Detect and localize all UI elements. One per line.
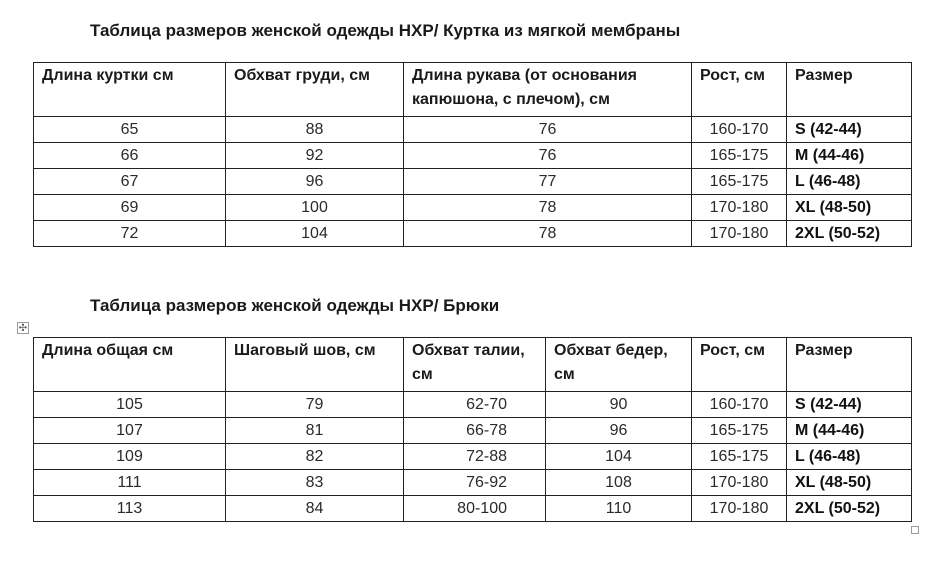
cell-height: 170-180: [692, 195, 787, 221]
cell-inseam: 79: [226, 392, 404, 418]
cell-inseam: 81: [226, 418, 404, 444]
header-hips: Обхват бедер, см: [546, 338, 692, 392]
pants-table-title: Таблица размеров женской одежды НХР/ Брюки: [90, 296, 500, 315]
cell-chest: 100: [226, 195, 404, 221]
jacket-table-title: Таблица размеров женской одежды НХР/ Куртка из мягкой мембраны: [90, 21, 681, 40]
table-row: [34, 418, 912, 444]
cell-waist: 66-78: [404, 418, 546, 444]
cell-height: 170-180: [692, 221, 787, 247]
table-row: [34, 221, 912, 247]
cell-sleeve-length: 76: [404, 117, 692, 143]
cell-sleeve-length: 76: [404, 143, 692, 169]
table-row: [34, 143, 912, 169]
cell-height: 170-180: [692, 496, 787, 522]
cell-jacket-length: 67: [34, 169, 226, 195]
cell-height: 165-175: [692, 169, 787, 195]
cell-height: 165-175: [692, 143, 787, 169]
table-row: [34, 496, 912, 522]
cell-size: S (42-44): [787, 117, 912, 143]
cell-height: 165-175: [692, 444, 787, 470]
header-size: Размер: [787, 338, 912, 392]
table-row: [34, 470, 912, 496]
cell-hips: 90: [546, 392, 692, 418]
cell-sleeve-length: 78: [404, 221, 692, 247]
table-row: [34, 117, 912, 143]
table-row: [34, 169, 912, 195]
header-size: Размер: [787, 63, 912, 117]
header-chest: Обхват груди, см: [226, 63, 404, 117]
cell-inseam: 83: [226, 470, 404, 496]
cell-total-length: 113: [34, 496, 226, 522]
cell-height: 160-170: [692, 117, 787, 143]
header-waist: Обхват талии, см: [404, 338, 546, 392]
table-row: [34, 444, 912, 470]
cell-height: 165-175: [692, 418, 787, 444]
cell-chest: 96: [226, 169, 404, 195]
cell-total-length: 109: [34, 444, 226, 470]
cell-chest: 104: [226, 221, 404, 247]
cell-sleeve-length: 77: [404, 169, 692, 195]
cell-waist: 72-88: [404, 444, 546, 470]
header-height: Рост, см: [692, 63, 787, 117]
cell-total-length: 111: [34, 470, 226, 496]
cell-waist: 80-100: [404, 496, 546, 522]
cell-chest: 88: [226, 117, 404, 143]
header-inseam: Шаговый шов, см: [226, 338, 404, 392]
table-header-row: [34, 338, 912, 392]
table-row: [34, 392, 912, 418]
header-sleeve-length: Длина рукава (от основания капюшона, с плечом), см: [404, 63, 692, 117]
cell-inseam: 82: [226, 444, 404, 470]
cell-hips: 108: [546, 470, 692, 496]
table-header-row: [34, 63, 912, 117]
pants-size-table: [33, 337, 912, 522]
cell-jacket-length: 72: [34, 221, 226, 247]
move-icon[interactable]: ✣: [18, 323, 28, 334]
cell-height: 170-180: [692, 470, 787, 496]
header-total-length: Длина общая см: [34, 338, 226, 392]
cell-size: M (44-46): [787, 418, 912, 444]
resize-handle-icon[interactable]: [911, 526, 919, 534]
cell-jacket-length: 69: [34, 195, 226, 221]
cell-size: L (46-48): [787, 169, 912, 195]
cell-inseam: 84: [226, 496, 404, 522]
jacket-size-table: [33, 62, 912, 247]
table-row: [34, 195, 912, 221]
cell-size: 2XL (50-52): [787, 221, 912, 247]
cell-size: L (46-48): [787, 444, 912, 470]
cell-size: XL (48-50): [787, 470, 912, 496]
cell-hips: 104: [546, 444, 692, 470]
cell-hips: 110: [546, 496, 692, 522]
cell-size: S (42-44): [787, 392, 912, 418]
cell-size: M (44-46): [787, 143, 912, 169]
cell-chest: 92: [226, 143, 404, 169]
cell-sleeve-length: 78: [404, 195, 692, 221]
cell-jacket-length: 65: [34, 117, 226, 143]
cell-total-length: 105: [34, 392, 226, 418]
cell-height: 160-170: [692, 392, 787, 418]
cell-size: XL (48-50): [787, 195, 912, 221]
cell-size: 2XL (50-52): [787, 496, 912, 522]
cell-waist: 62-70: [404, 392, 546, 418]
header-height: Рост, см: [692, 338, 787, 392]
header-jacket-length: Длина куртки см: [34, 63, 226, 117]
cell-jacket-length: 66: [34, 143, 226, 169]
cell-hips: 96: [546, 418, 692, 444]
cell-waist: 76-92: [404, 470, 546, 496]
cell-total-length: 107: [34, 418, 226, 444]
